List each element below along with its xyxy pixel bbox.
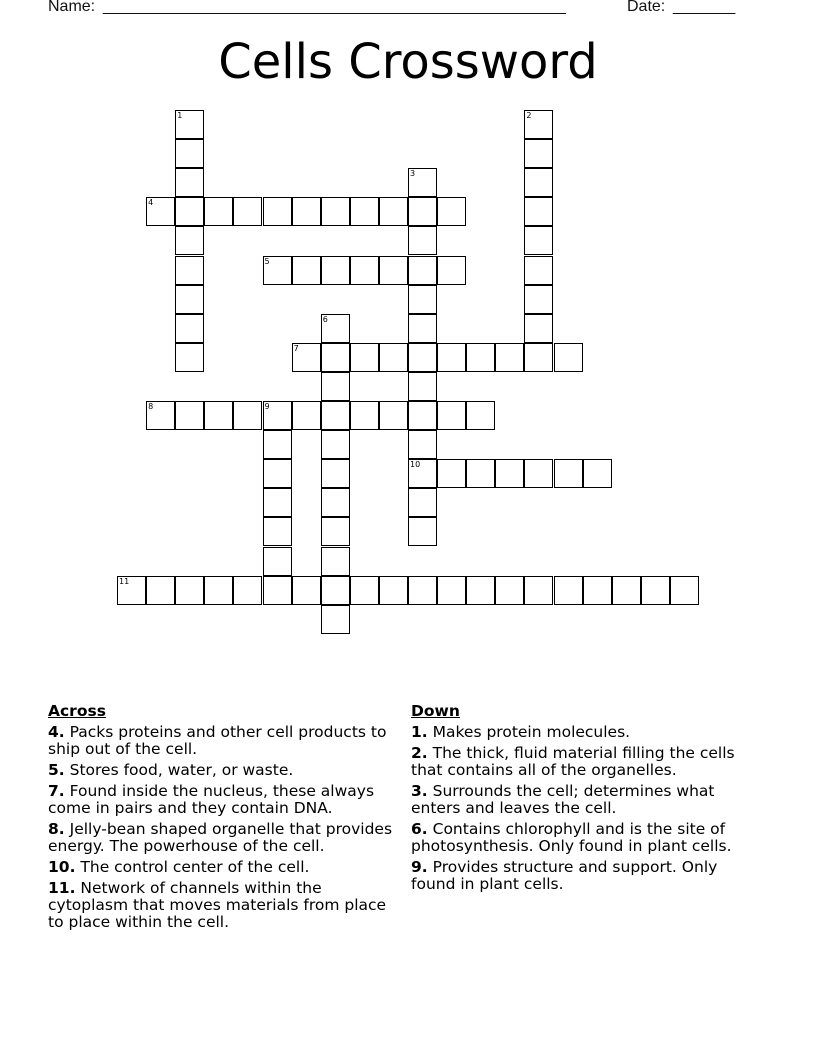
clue-text: The control center of the cell. <box>80 858 310 876</box>
grid-cell[interactable] <box>437 576 466 605</box>
clue-number: 5 <box>264 256 270 266</box>
page-title: Cells Crossword <box>218 34 598 90</box>
grid-cell[interactable] <box>408 314 437 343</box>
grid-cell[interactable] <box>408 343 437 372</box>
across-heading: Across <box>48 702 106 720</box>
grid-cell[interactable] <box>175 401 204 430</box>
clue-number: 8 <box>148 402 154 411</box>
across-clue <box>48 762 400 779</box>
clue-text: Found inside the nucleus, these always come in pairs and they contain DNA. <box>48 782 375 817</box>
grid-cell[interactable] <box>408 226 437 255</box>
clue-text: The thick, fluid material filling the cells that contains all of the organelles. <box>411 744 735 779</box>
grid-cell[interactable] <box>524 343 553 372</box>
grid-cell[interactable] <box>117 576 146 605</box>
grid-cell[interactable] <box>466 459 495 488</box>
grid-cell[interactable] <box>321 256 350 285</box>
grid-cell[interactable] <box>495 343 524 372</box>
grid-cell[interactable] <box>408 168 437 197</box>
grid-cell[interactable] <box>408 256 437 285</box>
clue-number-label: 7. <box>48 782 65 800</box>
clue-text: Provides structure and support. Only found in plant cells. <box>411 858 718 893</box>
grid-cell[interactable] <box>233 401 262 430</box>
grid-cell[interactable] <box>495 576 524 605</box>
grid-cell[interactable] <box>379 256 408 285</box>
grid-cell[interactable] <box>321 517 350 546</box>
clue-text: Contains chlorophyll and is the site of photosynthesis. Only found in plant cells. <box>411 820 732 855</box>
grid-cell[interactable] <box>524 576 553 605</box>
grid-cell[interactable] <box>524 226 553 255</box>
grid-cell[interactable] <box>204 401 233 430</box>
across-clue <box>48 724 400 758</box>
grid-cell[interactable] <box>524 139 553 168</box>
grid-cell[interactable] <box>321 343 350 372</box>
grid-cell[interactable] <box>263 430 292 459</box>
clue-text: Stores food, water, or waste. <box>69 761 294 779</box>
grid-cell[interactable] <box>408 488 437 517</box>
grid-cell[interactable] <box>204 576 233 605</box>
grid-cell[interactable] <box>466 343 495 372</box>
grid-cell[interactable] <box>379 576 408 605</box>
date-label: Date: <box>627 0 666 15</box>
grid-cell[interactable] <box>350 197 379 226</box>
grid-cell[interactable] <box>554 343 583 372</box>
clue-number-label: 8. <box>48 820 65 838</box>
grid-cell[interactable] <box>321 314 350 343</box>
grid-cell[interactable] <box>554 576 583 605</box>
grid-cell[interactable] <box>524 285 553 314</box>
grid-cell[interactable] <box>408 372 437 401</box>
grid-cell[interactable] <box>233 576 262 605</box>
grid-cell[interactable] <box>175 576 204 605</box>
grid-cell[interactable] <box>175 226 204 255</box>
grid-cell[interactable] <box>175 168 204 197</box>
clue-text: Packs proteins and other cell products to ship out of the cell. <box>48 723 387 758</box>
grid-cell[interactable] <box>321 401 350 430</box>
down-clue <box>411 783 763 817</box>
grid-cell[interactable] <box>263 401 292 430</box>
header <box>0 0 816 18</box>
grid-cell[interactable] <box>408 517 437 546</box>
grid-cell[interactable] <box>524 459 553 488</box>
grid-cell[interactable] <box>350 256 379 285</box>
clue-number-label: 10. <box>48 858 76 876</box>
grid-cell[interactable] <box>350 401 379 430</box>
grid-cell[interactable] <box>437 401 466 430</box>
clue-number: 4 <box>148 198 154 208</box>
grid-cell[interactable] <box>263 256 292 285</box>
grid-cell[interactable] <box>292 256 321 285</box>
grid-cell[interactable] <box>583 459 612 488</box>
grid-cell[interactable] <box>437 343 466 372</box>
crossword-grid <box>117 110 699 634</box>
grid-cell[interactable] <box>321 605 350 634</box>
grid-cell[interactable] <box>233 197 262 226</box>
grid-cell[interactable] <box>175 314 204 343</box>
grid-cell[interactable] <box>263 459 292 488</box>
grid-cell[interactable] <box>379 401 408 430</box>
clue-number-label: 3. <box>411 782 428 800</box>
grid-cell[interactable] <box>175 110 204 139</box>
grid-cell[interactable] <box>524 110 553 139</box>
grid-cell[interactable] <box>292 343 321 372</box>
clue-number-label: 2. <box>411 744 428 762</box>
clue-number-label: 6. <box>411 820 428 838</box>
grid-cell[interactable] <box>437 459 466 488</box>
grid-cell[interactable] <box>350 343 379 372</box>
grid-cell[interactable] <box>670 576 699 605</box>
down-clues <box>411 703 763 897</box>
grid-cell[interactable] <box>466 576 495 605</box>
grid-cell[interactable] <box>524 168 553 197</box>
clue-text: Surrounds the cell; determines what enters and leaves the cell. <box>411 782 715 817</box>
down-heading: Down <box>411 702 460 720</box>
across-clue <box>48 821 400 855</box>
grid-cell[interactable] <box>408 197 437 226</box>
grid-cell[interactable] <box>321 488 350 517</box>
down-clue <box>411 745 763 779</box>
clue-number-label: 4. <box>48 723 65 741</box>
grid-cell[interactable] <box>146 576 175 605</box>
grid-cell[interactable] <box>641 576 670 605</box>
grid-cell[interactable] <box>321 430 350 459</box>
name-label: Name: <box>48 0 96 15</box>
grid-cell[interactable] <box>175 343 204 372</box>
grid-cell[interactable] <box>379 197 408 226</box>
grid-cell[interactable] <box>524 197 553 226</box>
grid-cell[interactable] <box>263 547 292 576</box>
clue-number: 3 <box>410 169 416 179</box>
grid-cell[interactable] <box>437 197 466 226</box>
grid-cell[interactable] <box>408 430 437 459</box>
grid-cell[interactable] <box>292 401 321 430</box>
grid-cell[interactable] <box>175 139 204 168</box>
grid-cell[interactable] <box>263 517 292 546</box>
grid-cell[interactable] <box>146 401 175 430</box>
grid-cell[interactable] <box>321 372 350 401</box>
clue-number: 9 <box>264 402 270 411</box>
grid-cell[interactable] <box>292 576 321 605</box>
grid-cell[interactable] <box>408 285 437 314</box>
clue-text: Network of channels within the cytoplasm that moves materials from place to place within the cell. <box>48 879 387 931</box>
grid-cell[interactable] <box>437 256 466 285</box>
grid-cell[interactable] <box>408 459 437 488</box>
grid-cell[interactable] <box>292 197 321 226</box>
clue-number-label: 9. <box>411 858 428 876</box>
down-clue <box>411 859 763 893</box>
date-blank: _______ <box>673 0 736 15</box>
grid-cell[interactable] <box>321 547 350 576</box>
grid-cell[interactable] <box>554 459 583 488</box>
clue-text: Makes protein molecules. <box>432 723 631 741</box>
clue-number: 2 <box>526 111 532 120</box>
clue-number: 1 <box>177 111 183 120</box>
grid-cell[interactable] <box>524 314 553 343</box>
across-clue <box>48 783 400 817</box>
clue-number-label: 11. <box>48 879 76 897</box>
grid-cell[interactable] <box>350 576 379 605</box>
clue-number-label: 5. <box>48 761 65 779</box>
grid-cell[interactable] <box>321 576 350 605</box>
clue-number-label: 1. <box>411 723 428 741</box>
clue-number: 6 <box>322 314 328 324</box>
grid-cell[interactable] <box>175 285 204 314</box>
clue-number: 10 <box>410 460 421 470</box>
grid-cell[interactable] <box>379 343 408 372</box>
grid-cell[interactable] <box>583 576 612 605</box>
grid-cell[interactable] <box>146 197 175 226</box>
clue-number: 11 <box>119 576 130 586</box>
clue-number: 7 <box>293 343 299 353</box>
grid-cell[interactable] <box>408 401 437 430</box>
down-clue <box>411 821 763 855</box>
across-clue <box>48 859 400 876</box>
grid-cell[interactable] <box>204 197 233 226</box>
grid-cell[interactable] <box>612 576 641 605</box>
grid-cell[interactable] <box>495 459 524 488</box>
grid-cell[interactable] <box>263 488 292 517</box>
grid-cell[interactable] <box>466 401 495 430</box>
grid-cell[interactable] <box>408 576 437 605</box>
grid-cell[interactable] <box>524 256 553 285</box>
grid-cell[interactable] <box>175 256 204 285</box>
grid-cell[interactable] <box>321 459 350 488</box>
down-clue <box>411 724 763 741</box>
across-clues <box>48 703 400 935</box>
grid-cell[interactable] <box>263 576 292 605</box>
across-clue <box>48 880 400 931</box>
grid-cell[interactable] <box>263 197 292 226</box>
clue-text: Jelly-bean shaped organelle that provides energy. The powerhouse of the cell. <box>48 820 393 855</box>
grid-cell[interactable] <box>321 197 350 226</box>
grid-cell[interactable] <box>175 197 204 226</box>
name-blank: ____________________________________________________ <box>103 0 566 15</box>
